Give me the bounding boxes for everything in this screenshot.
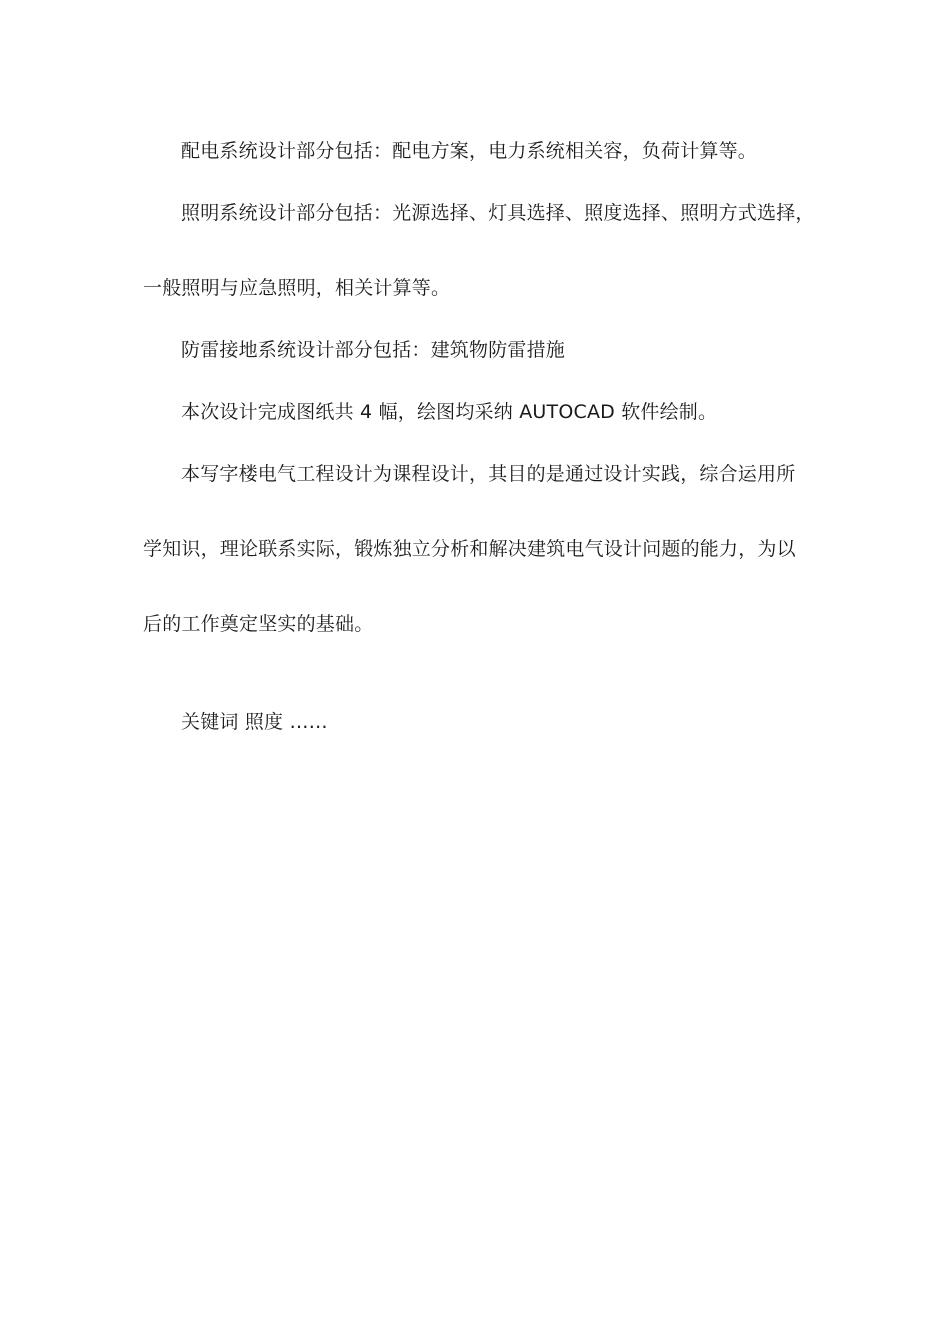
paragraph-purpose-line-2: 学知识，理论联系实际，锻炼独立分析和解决建筑电气设计问题的能力，为以 [143, 538, 796, 560]
paragraph-power-distribution: 配电系统设计部分包括：配电方案，电力系统相关容，负荷计算等。 [181, 140, 758, 162]
paragraph-lighting-line-2: 一般照明与应急照明，相关计算等。 [143, 277, 451, 299]
paragraph-lighting-line-1: 照明系统设计部分包括：光源选择、灯具选择、照度选择、照明方式选择， [181, 202, 815, 224]
paragraph-purpose-line-1: 本写字楼电气工程设计为课程设计，其目的是通过设计实践，综合运用所 [181, 463, 796, 485]
keywords-line: 关键词 照度 …… [181, 711, 328, 733]
paragraph-lightning-protection: 防雷接地系统设计部分包括：建筑物防雷措施 [181, 339, 566, 361]
paragraph-purpose-line-3: 后的工作奠定坚实的基础。 [143, 613, 374, 635]
paragraph-drawings: 本次设计完成图纸共 4 幅，绘图均采纳 AUTOCAD 软件绘制。 [181, 401, 718, 423]
